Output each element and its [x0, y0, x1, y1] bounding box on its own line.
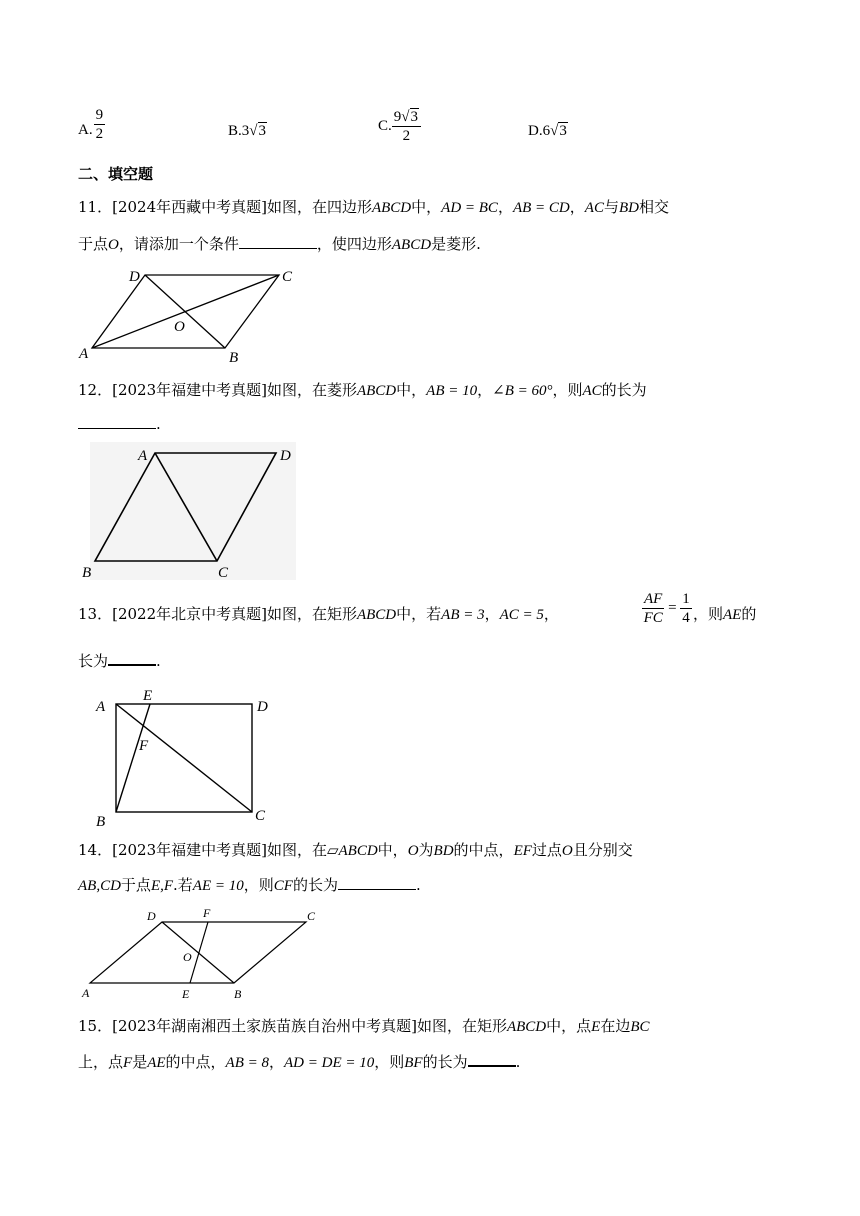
- q13-line1-end: ，则AE的: [693, 605, 757, 623]
- option-d: D.6√3: [528, 123, 567, 139]
- q13-line1: 13．[2022年北京中考真题]如图，在矩形ABCD中，若AB = 3，AC = 5，: [78, 605, 559, 623]
- q14-label-e: E: [182, 987, 190, 1001]
- q14-label-d: D: [147, 909, 156, 923]
- q14-label-f: F: [203, 906, 211, 920]
- q15-answer-blank[interactable]: [468, 1051, 516, 1067]
- q11-label-o: O: [174, 319, 185, 335]
- q14-line2: AB,CD于点E,F.若AE = 10，则CF的长为 .: [78, 876, 421, 894]
- q11-label-d: D: [129, 269, 140, 285]
- q14-line1: 14．[2023年福建中考真题]如图，在▱ABCD中，O为BD的中点，EF过点O且分别交: [78, 841, 633, 859]
- q11-label-a: A: [79, 346, 89, 362]
- option-c: C. $\frac{9√3}{2}$: [378, 108, 421, 145]
- option-a: A. $\frac{9}{2}$: [78, 107, 104, 142]
- q12-label-b: B: [82, 565, 92, 581]
- q12-label-a: A: [138, 448, 148, 464]
- section-heading: 二、填空题: [78, 165, 154, 183]
- q11-label-b: B: [229, 350, 239, 366]
- q13-line2: 长为 .: [78, 652, 161, 670]
- option-b: B.3√3: [228, 123, 266, 139]
- q12-line2: .: [78, 414, 161, 434]
- q12-label-c: C: [218, 565, 229, 581]
- q13-label-a: A: [96, 699, 106, 715]
- q13-label-b: B: [96, 814, 106, 830]
- q15-line2: 上，点F是AE的中点，AB = 8，AD = DE = 10，则BF的长为 .: [78, 1053, 521, 1071]
- q12-line1: 12．[2023年福建中考真题]如图，在菱形ABCD中，AB = 10，∠B = 60°，则AC的长为: [78, 381, 647, 399]
- q13-label-f: F: [139, 738, 149, 754]
- q11-line1: 11．[2024年西藏中考真题]如图，在四边形ABCD中，AD = BC，AB = CD，AC与BD相交: [78, 198, 669, 216]
- q12-label-d: D: [280, 448, 291, 464]
- q14-label-a: A: [82, 986, 90, 1000]
- q13-fraction: $\frac{AF}{FC}$ = $\frac{1}{4}$: [643, 591, 690, 626]
- q11-line2: 于点O，请添加一个条件 ，使四边形ABCD是菱形.: [78, 235, 481, 253]
- q14-label-c: C: [307, 909, 316, 923]
- q14-label-o: O: [183, 950, 192, 964]
- q11-label-c: C: [282, 269, 293, 285]
- q13-label-d: D: [257, 699, 268, 715]
- q15-line1: 15．[2023年湖南湘西土家族苗族自治州中考真题]如图，在矩形ABCD中，点E在边BC: [78, 1017, 650, 1035]
- q14-label-b: B: [234, 987, 242, 1001]
- q13-label-c: C: [255, 808, 266, 824]
- q13-label-e: E: [143, 688, 153, 704]
